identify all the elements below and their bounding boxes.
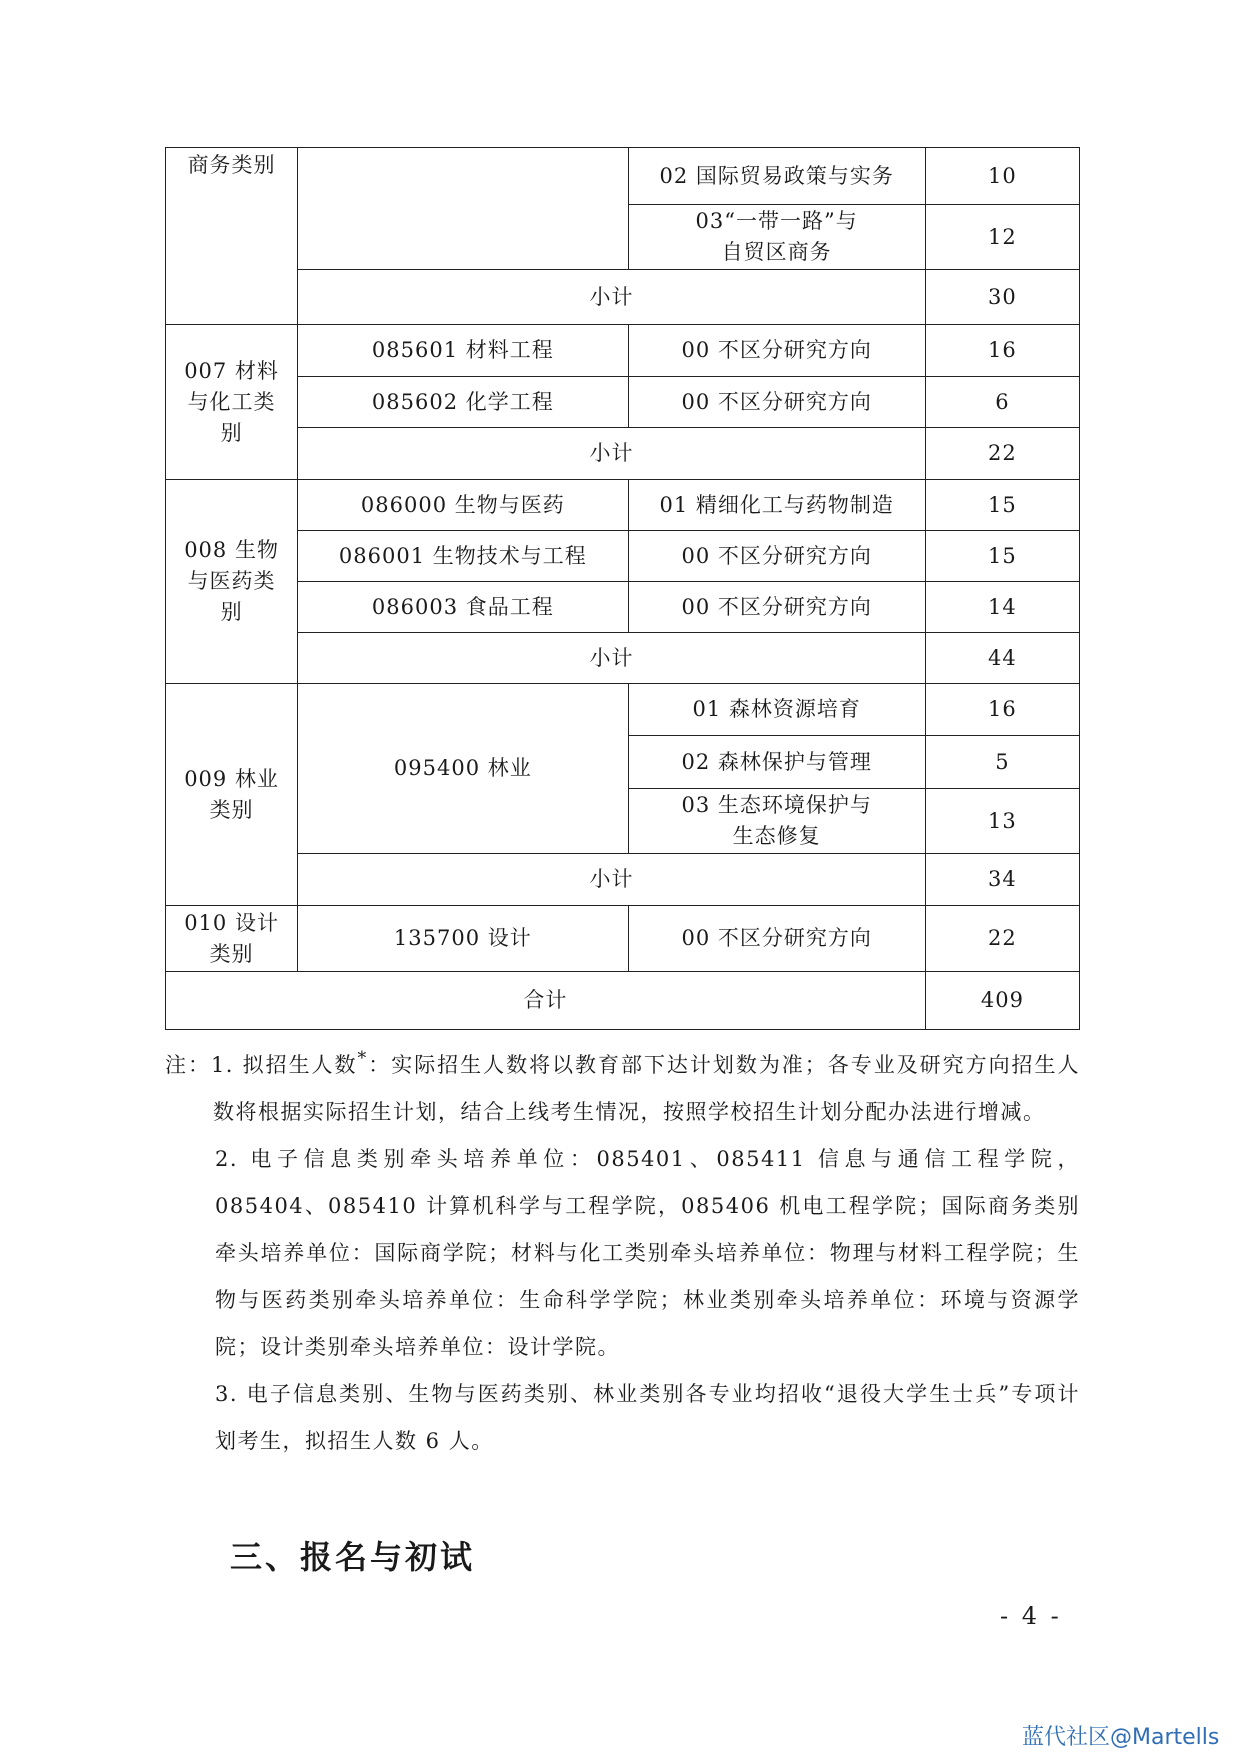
category-line: 010 设计 xyxy=(184,910,279,935)
subtotal-row xyxy=(166,633,1080,684)
direction-line: 自贸区商务 xyxy=(721,240,832,264)
major-cell xyxy=(298,148,628,270)
note-1 xyxy=(165,1036,1080,1136)
subtotal-count: 22 xyxy=(925,428,1079,480)
direction-line: 03“一带一路”与 xyxy=(695,209,858,233)
direction-cell: 02 国际贸易政策与实务 xyxy=(628,148,925,205)
watermark: 蓝代社区@Martells xyxy=(1022,1725,1220,1750)
major-cell: 086001 生物技术与工程 xyxy=(298,531,628,582)
enrollment-table xyxy=(165,147,1080,1030)
subtotal-count: 44 xyxy=(925,633,1079,684)
table-row xyxy=(166,325,1080,377)
note-1-asterisk: * xyxy=(357,1049,368,1069)
direction-cell xyxy=(628,789,925,854)
major-cell: 095400 林业 xyxy=(298,684,628,854)
subtotal-count: 34 xyxy=(925,854,1079,906)
subtotal-label: 小计 xyxy=(298,854,926,906)
subtotal-count: 30 xyxy=(925,270,1079,325)
category-line: 009 林业 xyxy=(184,766,279,791)
count-cell: 10 xyxy=(925,148,1079,205)
table-row xyxy=(166,582,1080,633)
table-row xyxy=(166,906,1080,972)
category-line: 008 生物 xyxy=(184,538,279,562)
count-cell: 12 xyxy=(925,205,1079,270)
count-cell: 15 xyxy=(925,531,1079,582)
subtotal-row xyxy=(166,854,1080,906)
total-label: 合计 xyxy=(166,972,926,1030)
count-cell: 16 xyxy=(925,684,1079,736)
note-1-prefix: 注：1. 拟招生人数 xyxy=(165,1053,358,1077)
category-line: 与化工类 xyxy=(187,389,276,414)
category-line: 别 xyxy=(220,600,243,624)
count-cell: 16 xyxy=(925,325,1079,377)
category-cell xyxy=(166,684,298,906)
subtotal-row xyxy=(166,428,1080,480)
category-line: 别 xyxy=(220,420,243,445)
major-cell: 085601 材料工程 xyxy=(298,325,628,377)
count-cell: 14 xyxy=(925,582,1079,633)
direction-cell: 00 不区分研究方向 xyxy=(628,325,925,377)
category-line: 007 材料 xyxy=(184,358,279,383)
note-2: 2. 电子信息类别牵头培养单位：085401、085411 信息与通信工程学院，085404、085410 计算机科学与工程学院，085406 机电工程学院；国际商务类别牵头培养单位：国际商学院；材料与化工类别牵头培养单位：物理与材料工程学院；生物与医药类别牵头培养单位：生命科学学院；林业类别牵头培养单位：环境与资源学院；设计类别牵头培养单位：设计学院。 xyxy=(215,1147,1080,1359)
direction-cell: 00 不区分研究方向 xyxy=(628,377,925,428)
direction-cell xyxy=(628,205,925,270)
direction-cell: 00 不区分研究方向 xyxy=(628,906,925,972)
subtotal-row xyxy=(166,270,1080,325)
count-cell: 22 xyxy=(925,906,1079,972)
category-line: 类别 xyxy=(209,941,254,966)
category-cell xyxy=(166,906,298,972)
subtotal-label: 小计 xyxy=(298,270,926,325)
total-count: 409 xyxy=(925,972,1079,1030)
category-cell: 商务类别 xyxy=(166,148,298,325)
category-line: 类别 xyxy=(209,797,254,822)
notes-section xyxy=(165,1036,1080,1465)
direction-line: 03 生态环境保护与 xyxy=(681,793,872,817)
major-cell: 086000 生物与医药 xyxy=(298,480,628,531)
category-cell xyxy=(166,325,298,480)
section-heading: 三、报名与初试 xyxy=(230,1538,476,1576)
direction-cell: 01 精细化工与药物制造 xyxy=(628,480,925,531)
note-3: 3. 电子信息类别、生物与医药类别、林业类别各专业均招收“退役大学生士兵”专项计划考生，拟招生人数 6 人。 xyxy=(215,1382,1080,1453)
direction-cell: 02 森林保护与管理 xyxy=(628,736,925,789)
major-cell: 135700 设计 xyxy=(298,906,628,972)
total-row xyxy=(166,972,1080,1030)
count-cell: 6 xyxy=(925,377,1079,428)
category-cell xyxy=(166,480,298,684)
table-row xyxy=(166,480,1080,531)
page-number: - 4 - xyxy=(1000,1602,1062,1630)
count-cell: 15 xyxy=(925,480,1079,531)
table-row xyxy=(166,531,1080,582)
major-cell: 086003 食品工程 xyxy=(298,582,628,633)
table-row xyxy=(166,377,1080,428)
direction-cell: 01 森林资源培育 xyxy=(628,684,925,736)
direction-cell: 00 不区分研究方向 xyxy=(628,531,925,582)
count-cell: 13 xyxy=(925,789,1079,854)
subtotal-label: 小计 xyxy=(298,428,926,480)
category-line: 与医药类 xyxy=(187,569,276,593)
direction-cell: 00 不区分研究方向 xyxy=(628,582,925,633)
major-cell: 085602 化学工程 xyxy=(298,377,628,428)
note-1-text: ：实际招生人数将以教育部下达计划数为准；各专业及研究方向招生人数将根据实际招生计划，结合上线考生情况，按照学校招生计划分配办法进行增减。 xyxy=(213,1053,1080,1124)
table-row xyxy=(166,148,1080,205)
table-row xyxy=(166,684,1080,736)
count-cell: 5 xyxy=(925,736,1079,789)
direction-line: 生态修复 xyxy=(732,824,821,848)
subtotal-label: 小计 xyxy=(298,633,926,684)
